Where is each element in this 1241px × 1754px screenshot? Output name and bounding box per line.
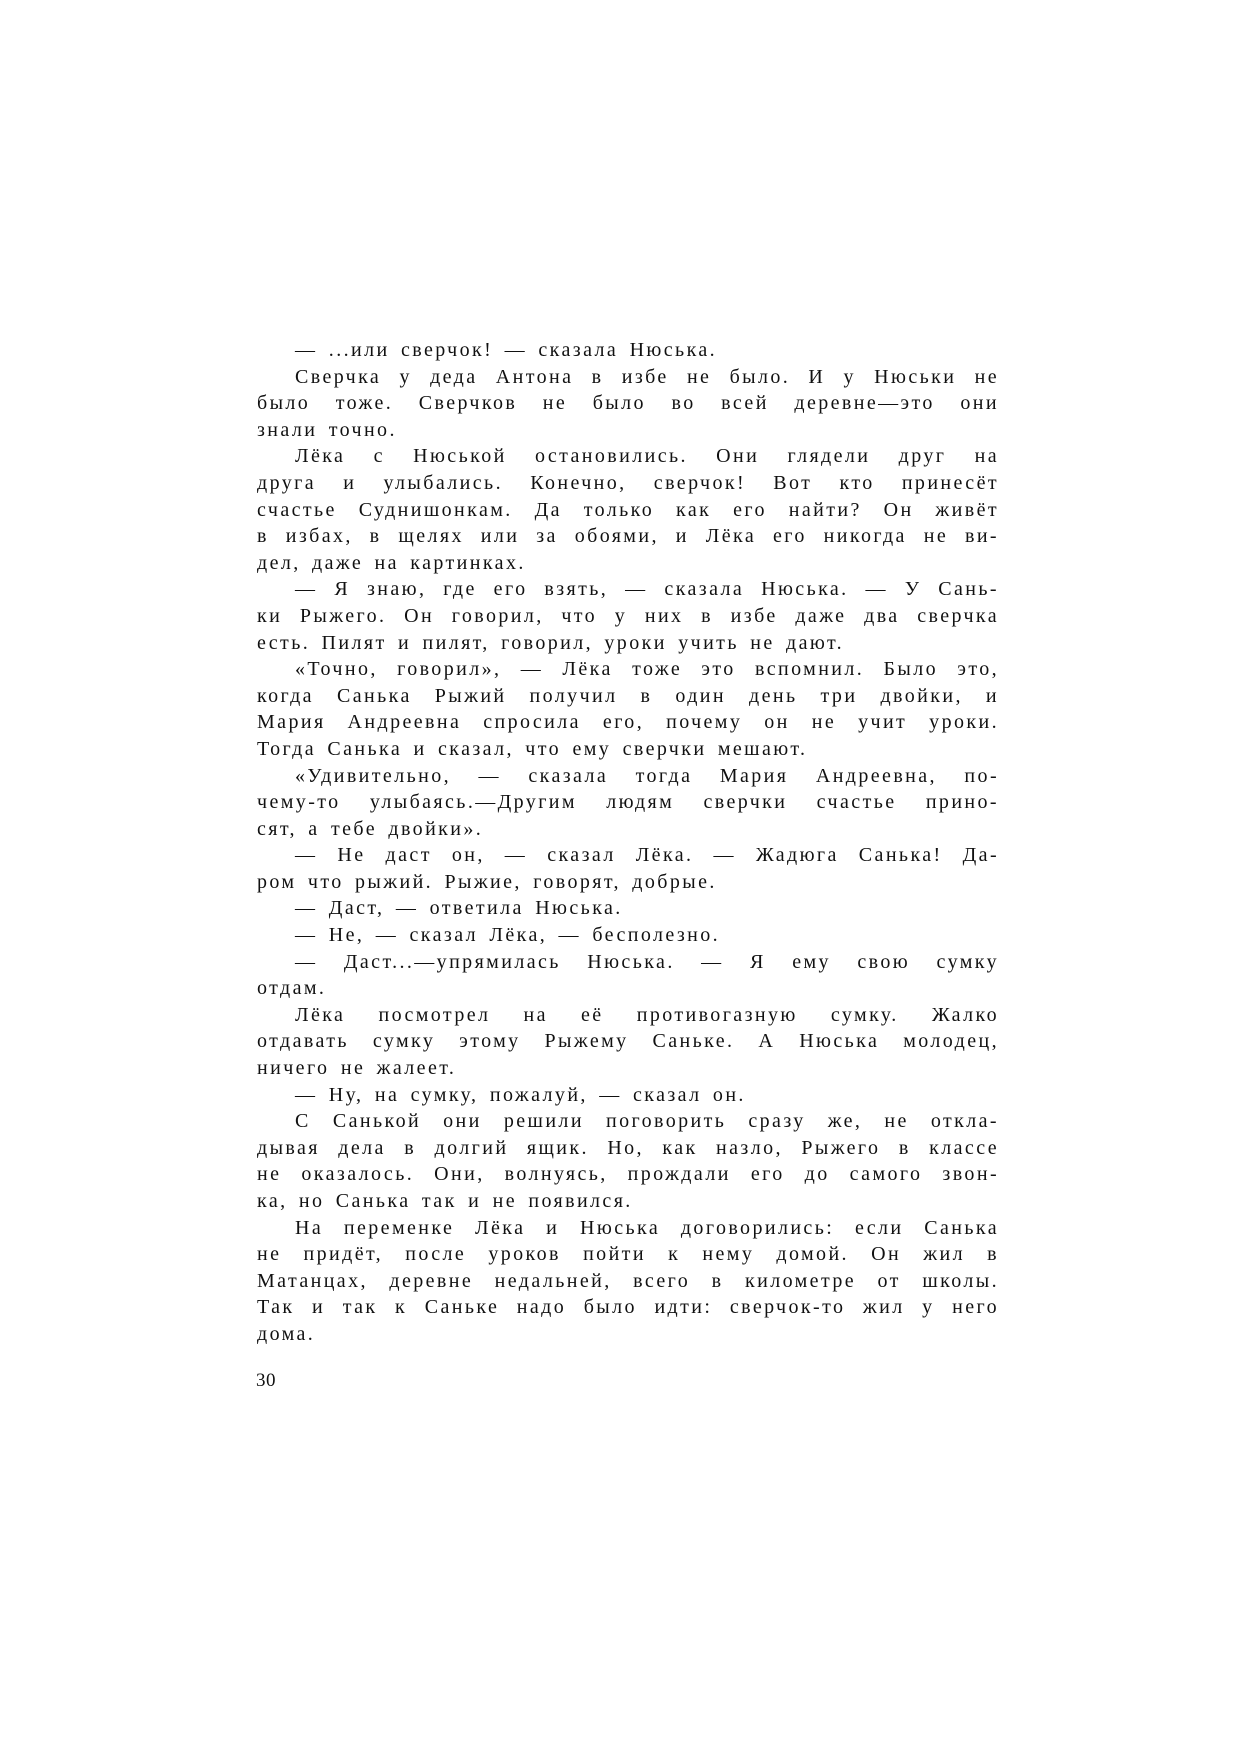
- paragraph: [257, 656, 999, 762]
- paragraph: [257, 364, 999, 444]
- paragraph: [257, 443, 999, 576]
- text-line: Тогда Санька и сказал, что ему сверчки мешают.: [257, 737, 808, 760]
- text-line: дома.: [257, 1322, 316, 1345]
- text-line: Так и так к Саньке надо было идти: сверчок-то жил у него: [257, 1296, 999, 1319]
- paragraph: [257, 895, 999, 922]
- text-line: ка, но Санька так и не появился.: [257, 1190, 633, 1212]
- paragraph: [257, 1082, 999, 1109]
- text-line: ки Рыжего. Он говорил, что у них в избе даже два сверчка: [257, 604, 999, 627]
- text-line: отдам.: [257, 977, 327, 1000]
- text-line: счастье Суднишонкам. Да только как его найти? Он живёт: [257, 498, 999, 521]
- paragraph: [257, 337, 999, 364]
- text-line: «Точно, говорил», — Лёка тоже это вспомнил. Было это,: [295, 658, 999, 681]
- text-line: — ...или сверчок! — сказала Нюська.: [295, 339, 718, 361]
- text-line: есть. Пилят и пилят, говорил, уроки учить не дают.: [257, 631, 844, 654]
- text-line: дел, даже на картинках.: [257, 551, 526, 574]
- text-line: друга и улыбались. Конечно, сверчок! Вот кто принесёт: [257, 471, 999, 494]
- text-line: чему-то улыбаясь.—Другим людям сверчки счастье прино-: [257, 791, 999, 814]
- page-number: 30: [256, 1370, 276, 1391]
- text-line: — Не даст он, — сказал Лёка. — Жадюга Санька! Да-: [295, 844, 999, 867]
- text-line: На переменке Лёка и Нюська договорились: если Санька: [295, 1216, 999, 1239]
- text-line: в избах, в щелях или за обоями, и Лёка его никогда не ви-: [257, 525, 999, 548]
- text-line: — Даст, — ответила Нюська.: [295, 897, 623, 920]
- text-line: не придёт, после уроков пойти к нему домой. Он жил в: [257, 1243, 999, 1266]
- text-line: сят, а тебе двойки».: [257, 817, 484, 840]
- page-text: [257, 337, 999, 1348]
- text-line: — Я знаю, где его взять, — сказала Нюська. — У Сань-: [295, 578, 999, 601]
- text-line: С Санькой они решили поговорить сразу же, не откла-: [295, 1110, 999, 1133]
- text-line: Лёка с Нюськой остановились. Они глядели друг на: [295, 445, 999, 468]
- paragraph: [257, 1108, 999, 1214]
- text-line: ром что рыжий. Рыжие, говорят, добрые.: [257, 870, 717, 893]
- text-line: дывая дела в долгий ящик. Но, как назло, Рыжего в классе: [257, 1136, 999, 1159]
- text-line: когда Санька Рыжий получил в один день три двойки, и: [257, 684, 999, 707]
- text-line: Лёка посмотрел на её противогазную сумку. Жалко: [295, 1003, 999, 1026]
- paragraph: [257, 1215, 999, 1348]
- text-line: ничего не жалеет.: [257, 1057, 457, 1080]
- paragraph: [257, 1002, 999, 1082]
- text-line: Матанцах, деревне недальней, всего в километре от школы.: [257, 1269, 999, 1292]
- paragraph: [257, 763, 999, 843]
- paragraph: [257, 842, 999, 895]
- text-line: Сверчка у деда Антона в избе не было. И у Нюськи не: [295, 365, 999, 388]
- paragraph: [257, 949, 999, 1002]
- text-line: было тоже. Сверчков не было во всей деревне—это они: [257, 392, 999, 415]
- text-line: отдавать сумку этому Рыжему Саньке. А Нюська молодец,: [257, 1030, 999, 1053]
- text-line: — Не, — сказал Лёка, — бесполезно.: [295, 924, 721, 947]
- text-line: — Даст...—упрямилась Нюська. — Я ему свою сумку: [295, 950, 999, 973]
- text-line: не оказалось. Они, волнуясь, прождали его до самого звон-: [257, 1163, 999, 1186]
- text-line: Мария Андреевна спросила его, почему он не учит уроки.: [257, 711, 999, 734]
- paragraph: [257, 922, 999, 949]
- text-line: — Ну, на сумку, пожалуй, — сказал он.: [295, 1083, 746, 1106]
- text-line: знали точно.: [257, 418, 397, 441]
- paragraph: [257, 576, 999, 656]
- text-line: «Удивительно, — сказала тогда Мария Андреевна, по-: [295, 764, 999, 787]
